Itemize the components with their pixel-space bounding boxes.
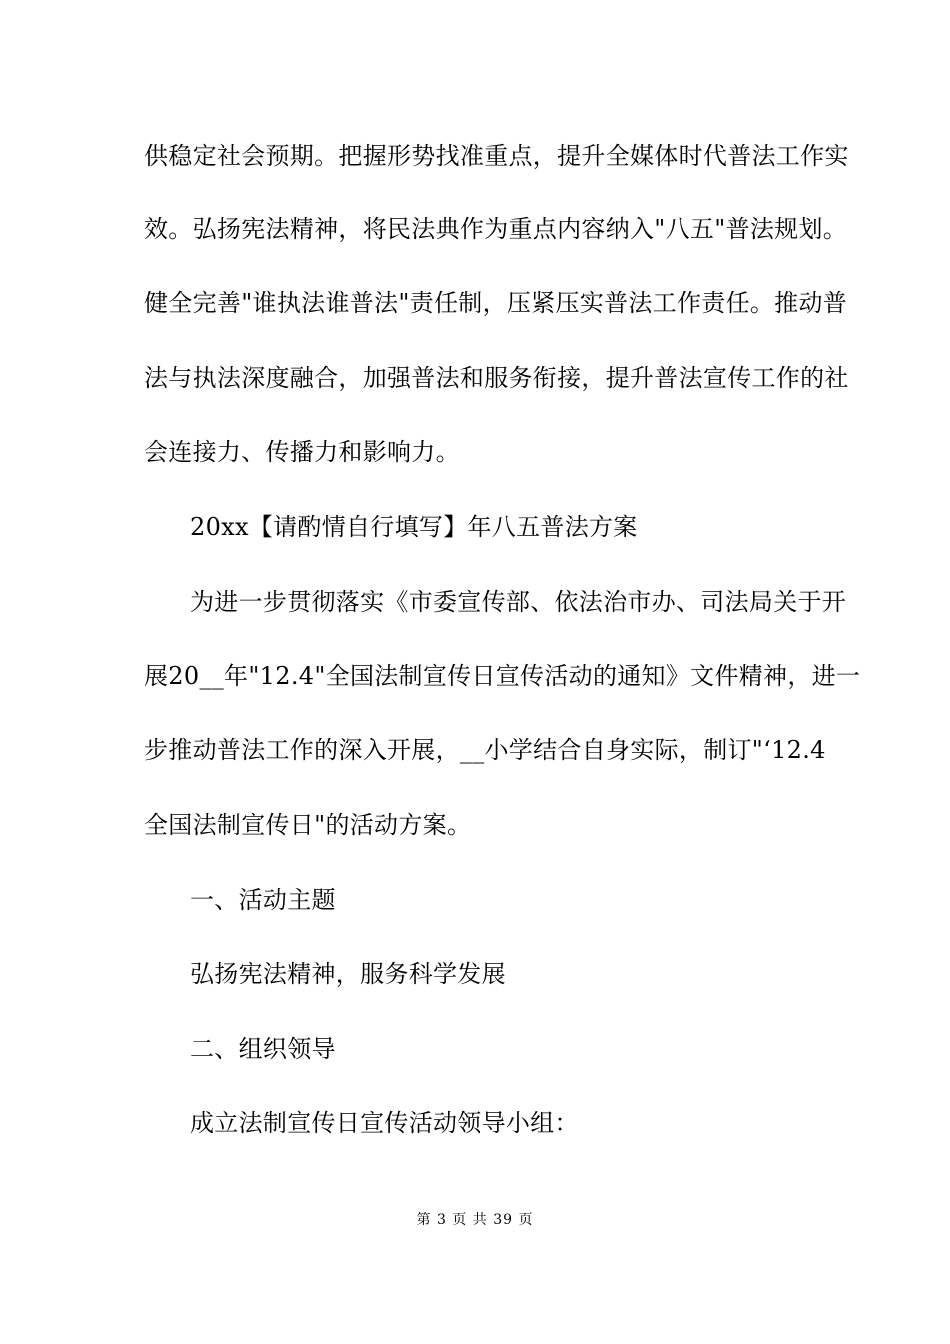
paragraph-line: 弘扬宪法精神，服务科学发展 [190,960,506,988]
heading-organization: 二、组织领导 [190,1035,336,1063]
paragraph-line: 供稳定社会预期。把握形势找准重点，提升全媒体时代普法工作实 [144,142,849,170]
heading-activity-theme: 一、活动主题 [190,886,336,914]
paragraph-line: 健全完善"谁执法谁普法"责任制，压紧压实普法工作责任。推动普 [144,289,848,317]
paragraph-line: 全国法制宣传日"的活动方案。 [144,811,472,839]
paragraph-line: 效。弘扬宪法精神，将民法典作为重点内容纳入"八五"普法规划。 [144,215,848,243]
paragraph-line: 法与执法深度融合，加强普法和服务衔接，提升普法宣传工作的社 [144,364,849,392]
section-title: 20xx【请酌情自行填写】年八五普法方案 [190,513,638,541]
paragraph-line: 为进一步贯彻落实《市委宣传部、依法治市办、司法局关于开 [190,588,847,616]
paragraph-line: 成立法制宣传日宣传活动领导小组： [190,1109,579,1137]
paragraph-line: 会连接力、传播力和影响力。 [144,438,460,466]
page-number: 第 3 页 共 39 页 [416,1212,534,1228]
paragraph-line: 步推动普法工作的深入开展，__小学结合自身实际，制订"‘12.4 [144,736,826,764]
paragraph-line: 展20__年"12.4"全国法制宣传日宣传活动的通知》文件精神，进一 [144,662,861,690]
